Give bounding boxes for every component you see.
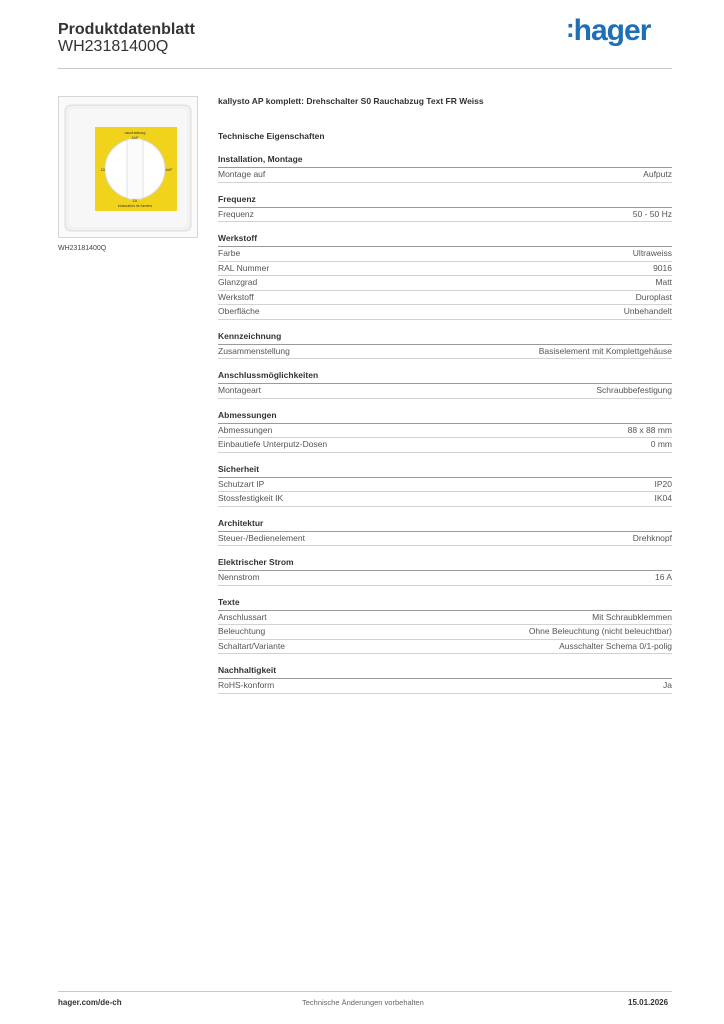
- property-group: [218, 516, 672, 547]
- footer-date: 15.01.2026: [628, 998, 669, 1007]
- property-value: IP20: [654, 478, 672, 489]
- property-value: 9016: [653, 262, 672, 273]
- properties-table: [218, 152, 672, 703]
- label-bottom-text: ZU: [132, 199, 138, 203]
- property-label: Glanzgrad: [218, 277, 258, 287]
- property-row: [218, 168, 672, 183]
- property-row: [218, 424, 672, 439]
- group-title: Installation, Montage: [218, 152, 672, 168]
- logo-colon: :: [566, 13, 574, 43]
- group-title: Frequenz: [218, 192, 672, 208]
- property-label: Oberfläche: [218, 306, 260, 316]
- property-label: Anschlussart: [218, 611, 267, 622]
- property-group: [218, 595, 672, 655]
- property-value: 88 x 88 mm: [627, 424, 672, 435]
- property-row: [218, 532, 672, 547]
- property-row: [218, 571, 672, 586]
- hager-logo[interactable]: [566, 14, 650, 48]
- property-group: [218, 192, 672, 223]
- label-bottom-sub: evacuation de fumées: [117, 204, 153, 208]
- property-value: Schraubbefestigung: [596, 385, 672, 395]
- logo-text: hager: [573, 14, 651, 47]
- group-title: Kennzeichnung: [218, 329, 672, 345]
- switch-illustration: [59, 97, 197, 237]
- footer-note: Technische Änderungen vorbehalten: [302, 998, 424, 1007]
- property-group: [218, 408, 672, 453]
- property-row: [218, 291, 672, 306]
- product-image: [58, 96, 198, 238]
- property-row: [218, 345, 672, 360]
- property-value: 16 A: [654, 572, 672, 582]
- group-title: Elektrischer Strom: [218, 555, 672, 571]
- group-title: Sicherheit: [218, 462, 672, 478]
- document-title: Produktdatenblatt: [58, 21, 195, 38]
- property-label: Einbautiefe Unterputz-Dosen: [218, 439, 328, 449]
- footer-divider: [58, 991, 672, 992]
- property-value: Ausschalter Schema 0/1-polig: [559, 640, 672, 651]
- property-label: Schutzart IP: [218, 478, 265, 489]
- property-value: Drehknopf: [632, 532, 672, 543]
- property-group: [218, 231, 672, 320]
- property-row: [218, 679, 672, 694]
- property-label: Abmessungen: [218, 424, 273, 435]
- footer-website-link[interactable]: hager.com/de-ch: [58, 998, 122, 1007]
- property-value: IK04: [654, 493, 672, 503]
- image-caption: WH23181400Q: [58, 245, 107, 252]
- product-name: kallysto AP komplett: Drehschalter S0 Rauchabzug Text FR Weiss: [218, 96, 484, 106]
- property-row: [218, 640, 672, 655]
- property-group: [218, 152, 672, 183]
- group-title: Anschlussmöglichkeiten: [218, 368, 672, 384]
- property-value: Matt: [655, 277, 672, 287]
- property-group: [218, 462, 672, 507]
- property-value: Duroplast: [635, 291, 672, 302]
- property-label: Schaltart/Variante: [218, 640, 285, 651]
- property-value: Mit Schraubklemmen: [592, 611, 672, 622]
- property-row: [218, 438, 672, 453]
- property-value: 50 - 50 Hz: [632, 208, 672, 219]
- property-row: [218, 478, 672, 493]
- property-row: [218, 276, 672, 291]
- label-right-text: AUF: [165, 168, 173, 172]
- group-title: Texte: [218, 595, 672, 611]
- property-label: Farbe: [218, 248, 241, 258]
- property-label: Nennstrom: [218, 572, 260, 582]
- property-group: [218, 663, 672, 694]
- property-row: [218, 625, 672, 640]
- group-title: Werkstoff: [218, 231, 672, 247]
- article-number: WH23181400Q: [58, 38, 169, 55]
- property-label: Montageart: [218, 385, 261, 395]
- property-value: Aufputz: [643, 169, 672, 179]
- group-title: Nachhaltigkeit: [218, 663, 672, 679]
- property-value: 0 mm: [650, 439, 672, 449]
- knob-handle: [127, 139, 143, 199]
- property-value: Ohne Beleuchtung (nicht beleuchtbar): [528, 626, 672, 636]
- property-value: Ultraweiss: [632, 248, 672, 258]
- property-value: Ja: [663, 680, 672, 690]
- property-label: RoHS-konform: [218, 680, 275, 690]
- property-group: [218, 368, 672, 399]
- label-left-text: ZU: [100, 168, 106, 172]
- property-row: [218, 384, 672, 399]
- property-row: [218, 305, 672, 320]
- property-group: [218, 555, 672, 586]
- property-row: [218, 262, 672, 277]
- property-group: [218, 329, 672, 360]
- property-label: Frequenz: [218, 208, 254, 219]
- property-row: [218, 247, 672, 262]
- label-top-text: rauchabzug: [124, 130, 146, 135]
- property-value: Basiselement mit Komplettgehäuse: [538, 345, 672, 356]
- property-label: Beleuchtung: [218, 626, 266, 636]
- property-label: Montage auf: [218, 169, 266, 179]
- group-title: Abmessungen: [218, 408, 672, 424]
- property-row: [218, 492, 672, 507]
- property-label: Zusammenstellung: [218, 345, 290, 356]
- property-label: Steuer-/Bedienelement: [218, 532, 305, 543]
- property-value: Unbehandelt: [623, 306, 672, 316]
- property-row: [218, 208, 672, 223]
- property-label: Werkstoff: [218, 291, 254, 302]
- property-row: [218, 611, 672, 626]
- property-label: RAL Nummer: [218, 262, 270, 273]
- header-divider: [58, 68, 672, 69]
- section-title: Technische Eigenschaften: [218, 131, 325, 141]
- group-title: Architektur: [218, 516, 672, 532]
- label-top-sub: AUF: [131, 136, 139, 140]
- property-label: Stossfestigkeit IK: [218, 493, 284, 503]
